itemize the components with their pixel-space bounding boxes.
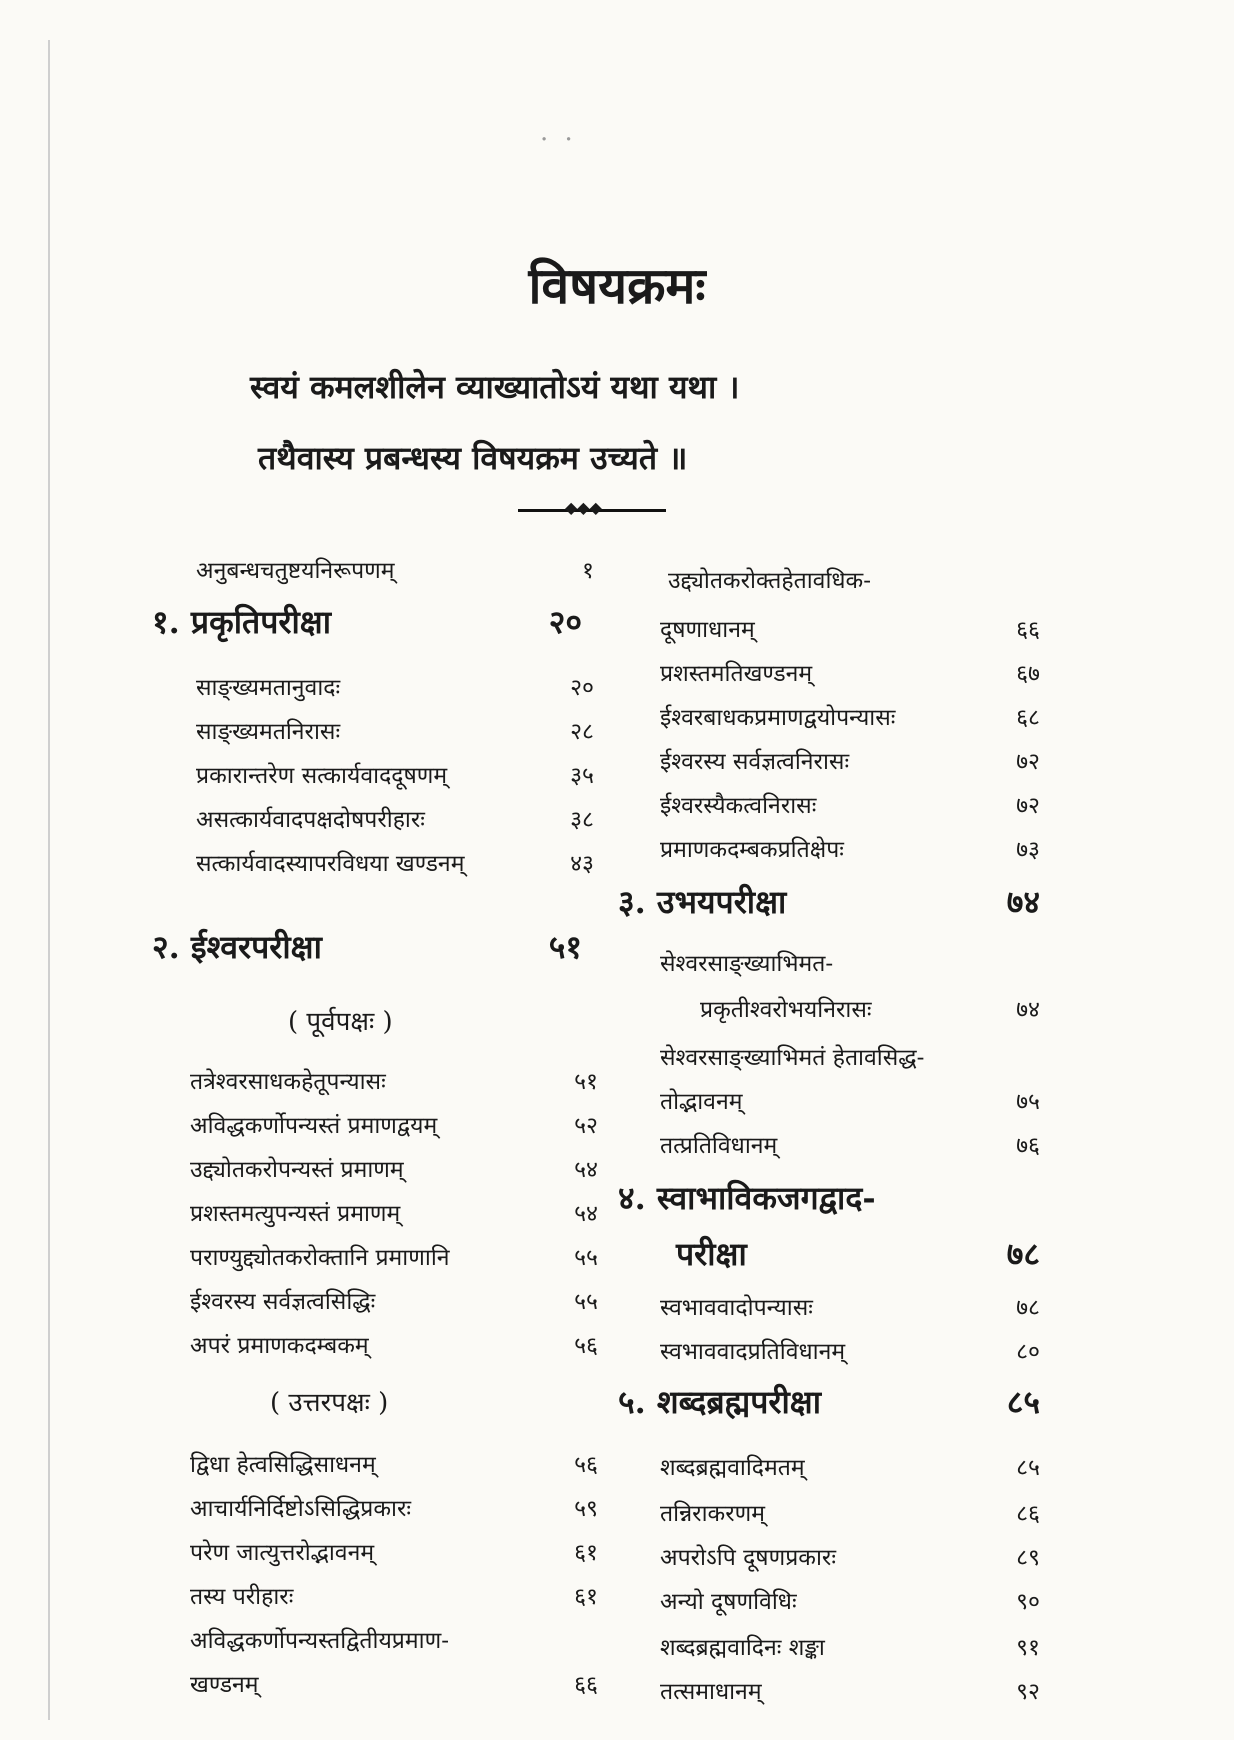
toc-entry-text: ईश्वरबाधकप्रमाणद्वयोपन्यासः [660,705,896,731]
toc-entry-page: २० [570,675,594,701]
toc-entry-page: ७८ [1006,1235,1040,1273]
toc-entry [196,802,594,834]
toc-entry-page: ५४ [574,1201,598,1227]
toc-entry-page: ७४ [1016,997,1040,1023]
toc-entry-text: उद्द्योतकरोक्तहेतावधिक- [668,568,871,594]
toc-entry-page: ५६ [574,1333,598,1359]
toc-entry-page: ६१ [574,1540,598,1566]
toc-entry-text: उद्द्योतकरोपन्यस्तं प्रमाणम् [190,1157,404,1183]
toc-section-heading [676,1232,1040,1275]
divider-ornament: ◆◆◆ [565,498,602,517]
toc-entry [190,1108,598,1140]
toc-entry-page: ७६ [1016,1133,1040,1159]
toc-entry-text: प्रकृतीश्वरोभयनिरासः [700,997,872,1023]
toc-entry-text: सेश्वरसाङ्ख्याभिमतं हेतावसिद्ध- [660,1045,925,1071]
toc-entry-page: ८५ [1016,1455,1040,1481]
toc-entry-text: अनुबन्धचतुष्टयनिरूपणम् [196,558,395,584]
toc-entry [660,832,1040,864]
toc-section-heading [152,600,582,643]
toc-entry-text: प्रशस्तमत्युपन्यस्तं प्रमाणम् [190,1201,401,1227]
toc-entry-text: ३. उभयपरीक्षा [618,883,787,921]
toc-entry-text: खण्डनम् [190,1672,259,1698]
page-title: विषयक्रमः [528,256,706,315]
toc-entry-text: सेश्वरसाङ्ख्याभिमत- [660,951,834,977]
toc-entry-text: परीक्षा [676,1235,747,1273]
toc-entry-text: ५. शब्दब्रह्मपरीक्षा [618,1383,822,1421]
toc-entry [660,1084,1040,1116]
toc-entry-page: ५१ [548,928,582,966]
toc-entry [660,1584,1040,1616]
toc-entry-text: आचार्यनिर्दिष्टोऽसिद्धिप्रकारः [190,1496,412,1522]
toc-entry-page: ६७ [1016,661,1040,687]
toc-entry [660,1290,1040,1322]
toc-subsection-label [288,1002,393,1038]
toc-subsection-label [270,1383,388,1419]
toc-entry-page: ५६ [574,1452,598,1478]
toc-entry-text: तस्य परीहारः [190,1584,294,1610]
toc-section-heading [618,1176,876,1219]
toc-entry-page: ७४ [1006,883,1040,921]
toc-entry-text: शब्दब्रह्मवादिमतम् [660,1455,805,1481]
toc-entry [660,1040,924,1072]
toc-entry-page: ५५ [574,1245,598,1271]
toc-entry-text: साङ्ख्यमतनिरासः [196,719,341,745]
toc-entry-text: ( पूर्वपक्षः ) [288,1007,393,1037]
faint-marks: · · [540,125,577,155]
toc-entry-page: ८० [1016,1339,1040,1365]
toc-entry [196,714,594,746]
toc-entry-text: स्वभाववादोपन्यासः [660,1295,813,1321]
toc-entry-text: तत्प्रतिविधानम् [660,1133,778,1159]
toc-entry-page: ६१ [574,1584,598,1610]
toc-entry-text: द्विधा हेत्वसिद्धिसाधनम् [190,1452,376,1478]
toc-entry [196,758,594,790]
toc-entry-page: ७८ [1016,1295,1040,1321]
toc-entry-text: ४. स्वाभाविकजगद्वाद- [618,1179,876,1217]
toc-entry-text: असत्कार्यवादपक्षदोषपरीहारः [196,807,425,833]
toc-entry [660,1496,1040,1528]
toc-entry-page: ६८ [1016,705,1040,731]
toc-entry [660,788,1040,820]
toc-entry [190,1535,598,1567]
toc-entry-text: २. ईश्वरपरीक्षा [152,928,322,966]
toc-entry [190,1447,598,1479]
toc-entry-text: प्रकारान्तरेण सत्कार्यवाददूषणम् [196,763,448,789]
toc-entry-text: ईश्वरस्य सर्वज्ञत्वनिरासः [660,749,850,775]
toc-entry [190,1196,598,1228]
toc-entry-page: ७२ [1016,749,1040,775]
toc-entry-page: ८९ [1016,1545,1040,1571]
toc-entry-page: ८५ [1006,1383,1040,1421]
toc-entry-page: ७३ [1016,837,1040,863]
toc-entry [668,563,871,595]
toc-entry-text: सत्कार्यवादस्यापरविधया खण्डनम् [196,851,465,877]
toc-entry-text: अविद्धकर्णोपन्यस्तं प्रमाणद्वयम् [190,1113,438,1139]
toc-entry-page: २० [548,603,582,641]
toc-entry-page: ५१ [574,1069,598,1095]
toc-section-heading [618,1380,1040,1423]
toc-entry-page: ९० [1016,1589,1040,1615]
toc-entry [190,1328,598,1360]
toc-entry-page: ७२ [1016,793,1040,819]
toc-entry [700,992,1040,1024]
toc-entry [660,1540,1040,1572]
toc-entry [660,946,833,978]
toc-entry [190,1240,598,1272]
toc-entry-page: ७५ [1016,1089,1040,1115]
toc-entry-page: ४३ [570,851,594,877]
toc-entry [660,744,1040,776]
toc-entry-text: तन्निराकरणम् [660,1501,765,1527]
toc-entry [660,1450,1040,1482]
toc-entry [660,1334,1040,1366]
toc-entry [660,1630,1040,1662]
toc-entry-text: १. प्रकृतिपरीक्षा [152,603,332,641]
toc-entry-page: ६६ [1016,617,1040,643]
toc-entry [190,1491,598,1523]
verse-line-1: स्वयं कमलशीलेन व्याख्यातोऽयं यथा यथा । [250,368,740,406]
toc-entry-page: ३५ [570,763,594,789]
toc-section-heading [152,925,582,968]
toc-entry [190,1579,598,1611]
toc-entry-page: १ [582,558,594,584]
toc-entry-page: ८६ [1016,1501,1040,1527]
toc-entry-text: प्रमाणकदम्बकप्रतिक्षेपः [660,837,844,863]
toc-entry-page: ५९ [574,1496,598,1522]
toc-entry-text: साङ्ख्यमतानुवादः [196,675,341,701]
toc-entry [196,670,594,702]
toc-entry-page: ५४ [574,1157,598,1183]
toc-entry [660,1674,1040,1706]
toc-entry-text: शब्दब्रह्मवादिनः शङ्का [660,1635,825,1661]
toc-entry-text: पराण्युद्द्योतकरोक्तानि प्रमाणानि [190,1245,450,1271]
toc-entry-page: २८ [570,719,594,745]
toc-entry-text: अविद्धकर्णोपन्यस्तद्वितीयप्रमाण- [190,1628,449,1654]
toc-entry-text: परेण जात्युत्तरोद्भावनम् [190,1540,375,1566]
toc-entry-page: ५५ [574,1289,598,1315]
toc-entry-page: ६६ [574,1672,598,1698]
toc-entry-text: अपरोऽपि दूषणप्रकारः [660,1545,836,1571]
toc-entry-page: ५२ [574,1113,598,1139]
toc-entry-page: ३८ [570,807,594,833]
toc-entry-text: स्वभाववादप्रतिविधानम् [660,1339,846,1365]
toc-entry-text: तत्समाधानम् [660,1679,762,1705]
toc-entry-text: ( उत्तरपक्षः ) [270,1388,389,1418]
toc-entry [190,1064,598,1096]
toc-entry-text: प्रशस्तमतिखण्डनम् [660,661,813,687]
toc-entry-text: अन्यो दूषणविधिः [660,1589,797,1615]
toc-entry-text: ईश्वरस्यैकत्वनिरासः [660,793,817,819]
toc-entry-text: दूषणाधानम् [660,617,755,643]
toc-section-heading [618,880,1040,923]
verse-line-2: तथैवास्य प्रबन्धस्य विषयक्रम उच्यते ॥ [258,439,688,477]
toc-entry [196,553,594,585]
toc-entry [190,1667,598,1699]
toc-entry [196,846,594,878]
toc-entry-page: ९२ [1016,1679,1040,1705]
toc-entry [190,1284,598,1316]
toc-entry [660,656,1040,688]
toc-entry [660,1128,1040,1160]
toc-entry [190,1623,449,1655]
toc-entry-page: ९१ [1016,1635,1040,1661]
toc-entry-text: ईश्वरस्य सर्वज्ञत्वसिद्धिः [190,1289,376,1315]
toc-entry-text: तोद्भावनम् [660,1089,743,1115]
toc-entry-text: तत्रेश्वरसाधकहेतूपन्यासः [190,1069,386,1095]
toc-entry [660,612,1040,644]
toc-entry-text: अपरं प्रमाणकदम्बकम् [190,1333,369,1359]
toc-entry [190,1152,598,1184]
toc-entry [660,700,1040,732]
